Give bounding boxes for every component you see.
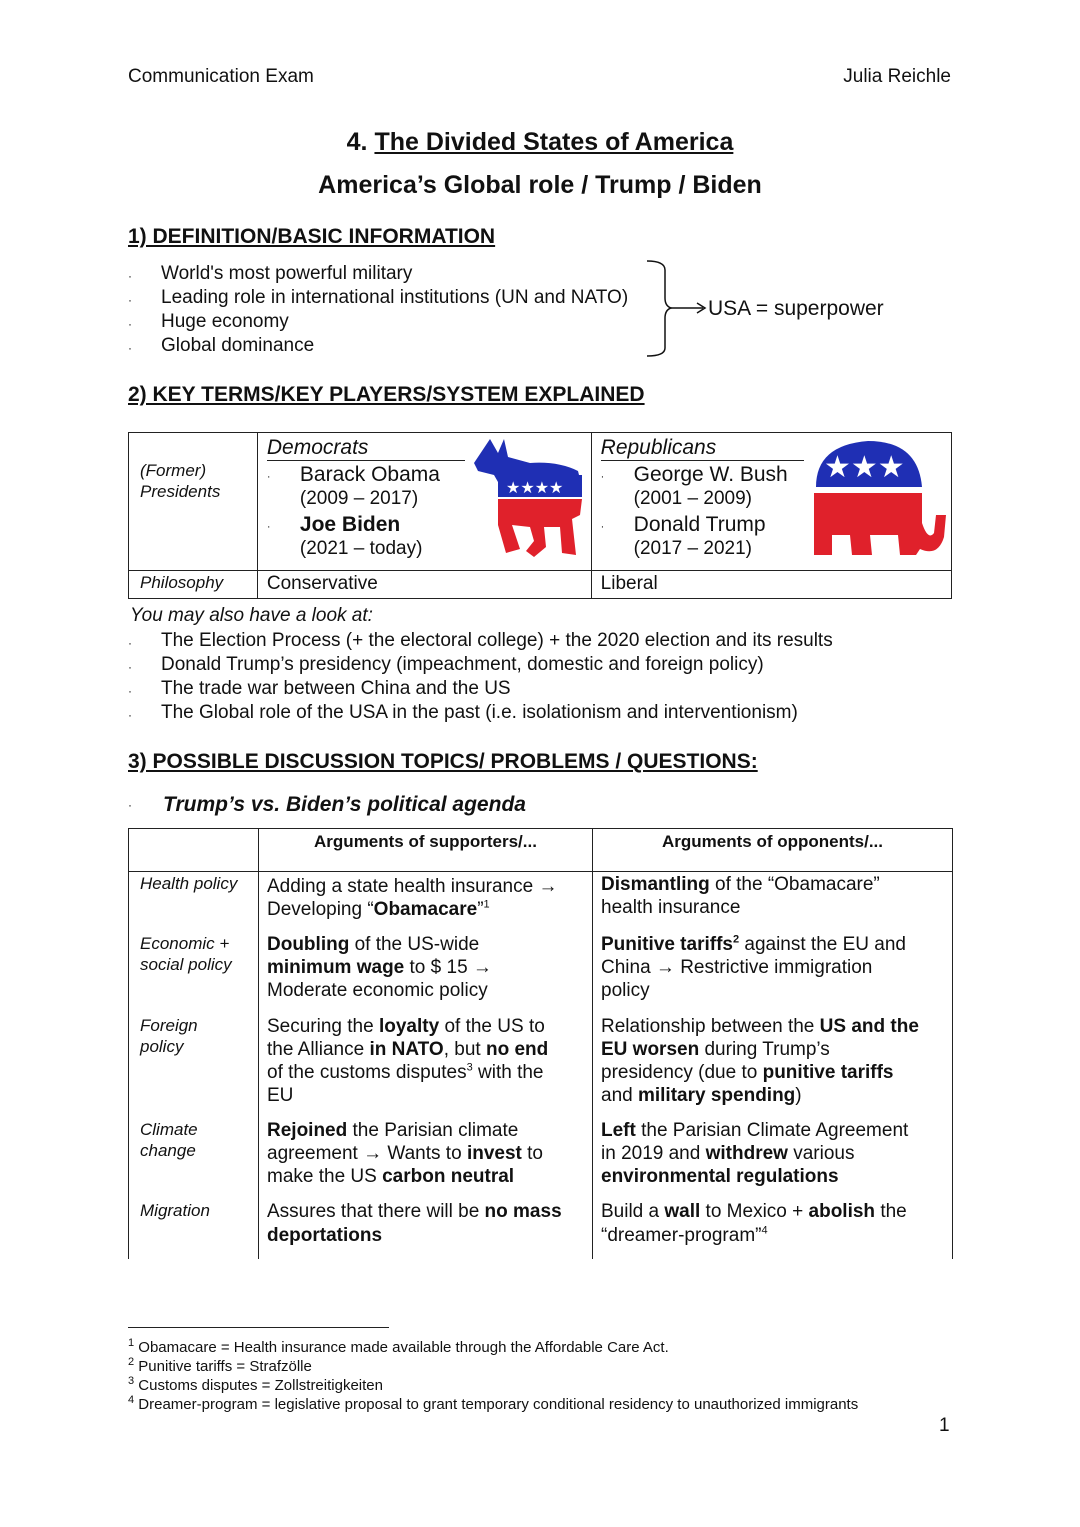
democrats-philosophy: Conservative (257, 571, 591, 599)
democrats-cell: Democrats · Barack Obama (2009 – 2017) · Joe Biden (2021 – today) ★★★★ (257, 433, 591, 571)
list-item: · Global dominance (128, 335, 315, 356)
see-also-intro: You may also have a look at: (130, 605, 373, 626)
row-label-foreign: Foreign policy (140, 1016, 198, 1056)
row-label-economic: Economic + social policy (140, 934, 232, 974)
economic-supporters: Doubling of the US-wide minimum wage to $ 15 → Moderate economic policy (267, 934, 492, 1001)
title-number: 4. (346, 128, 368, 156)
republicans-cell: Republicans · George W. Bush (2001 – 2009) · Donald Trump (2017 – 2021) ★★★ (591, 433, 951, 571)
climate-opponents: Left the Parisian Climate Agreement in 2019 and withdrew various environmental regulations (601, 1120, 909, 1187)
section1-heading: 1) DEFINITION/BASIC INFORMATION (128, 225, 496, 248)
superpower-conclusion: USA = superpower (708, 297, 884, 320)
see-also-list (0, 629, 1080, 729)
climate-supporters: Rejoined the Parisian climate agreement → Wants to invest to make the US carbon neutral (267, 1120, 543, 1187)
footnote-divider (128, 1327, 389, 1328)
row-label-health: Health policy (140, 874, 238, 893)
democrat-donkey-icon (468, 435, 588, 561)
brace-arrow-icon (645, 258, 715, 360)
list-item: · The trade war between China and the US (128, 678, 511, 699)
header-right: Julia Reichle (843, 66, 951, 87)
parties-table (128, 432, 952, 599)
footnote: $^1$ Obamacare = Health insurance made available through the Affordable Care Act. (128, 1337, 669, 1356)
page-subtitle: America’s Global role / Trump / Biden (318, 171, 762, 199)
republicans-philosophy: Liberal (591, 571, 951, 599)
footnote: $^3$ Customs disputes = Zollstreitigkeiten (128, 1375, 383, 1394)
economic-opponents: Punitive tariffs$^2$ against the EU and China → Restrictive immigration policy (601, 933, 906, 1001)
row-label-climate: Climate change (140, 1120, 198, 1160)
list-item: · The Global role of the USA in the past (i.e. isolationism and interventionism) (128, 702, 798, 723)
list-item: · Donald Trump’s presidency (impeachment, domestic and foreign policy) (128, 654, 764, 675)
row-label-migration: Migration (140, 1201, 210, 1220)
discussion-topic: Trump’s vs. Biden’s political agenda (163, 793, 526, 816)
row-label-presidents: (Former) Presidents (129, 433, 258, 571)
footnote: $^4$ Dreamer-program = legislative proposal to grant temporary conditional residency to unauthorized immigrants (128, 1394, 859, 1413)
foreign-supporters: Securing the loyalty of the US to the Alliance in NATO, but no end of the customs disputes$^3$ with the EU (267, 1016, 549, 1106)
democrat-logo-stars: ★★★★ (505, 478, 564, 497)
section1-list (0, 262, 1080, 362)
republican-logo-stars: ★★★ (823, 450, 905, 485)
footnotes (128, 1338, 858, 1414)
health-supporters: Adding a state health insurance → Developing “Obamacare”$^1$ (267, 876, 558, 920)
list-item: · World's most powerful military (128, 263, 413, 284)
section2-heading: 2) KEY TERMS/KEY PLAYERS/SYSTEM EXPLAINED (128, 383, 645, 406)
list-item: · The Election Process (+ the electoral college) + the 2020 election and its results (128, 630, 833, 651)
footnote: $^2$ Punitive tariffs = Strafzölle (128, 1356, 312, 1375)
republican-elephant-icon (808, 437, 948, 559)
list-item: · Leading role in international institutions (UN and NATO) (128, 287, 629, 308)
page-title (0, 128, 1080, 157)
migration-opponents: Build a wall to Mexico + abolish the “dreamer-program”$^4$ (601, 1201, 907, 1246)
health-opponents: Dismantling of the “Obamacare” health insurance (601, 874, 880, 918)
header-left: Communication Exam (128, 66, 314, 87)
section3-heading: 3) POSSIBLE DISCUSSION TOPICS/ PROBLEMS / QUESTIONS: (128, 750, 758, 773)
col-header-supporters: Arguments of supporters/... (314, 832, 537, 851)
foreign-opponents: Relationship between the US and the EU worsen during Trump’s presidency (due to punitive tariffs and military spending) (601, 1016, 919, 1106)
title-main: The Divided States of America (374, 128, 734, 156)
list-item: · Huge economy (128, 311, 289, 332)
arguments-table (128, 828, 953, 1259)
col-header-opponents: Arguments of opponents/... (662, 832, 883, 851)
migration-supporters: Assures that there will be no mass deportations (267, 1201, 562, 1246)
page-number: 1 (939, 1415, 950, 1436)
row-label-philosophy: Philosophy (129, 571, 258, 599)
